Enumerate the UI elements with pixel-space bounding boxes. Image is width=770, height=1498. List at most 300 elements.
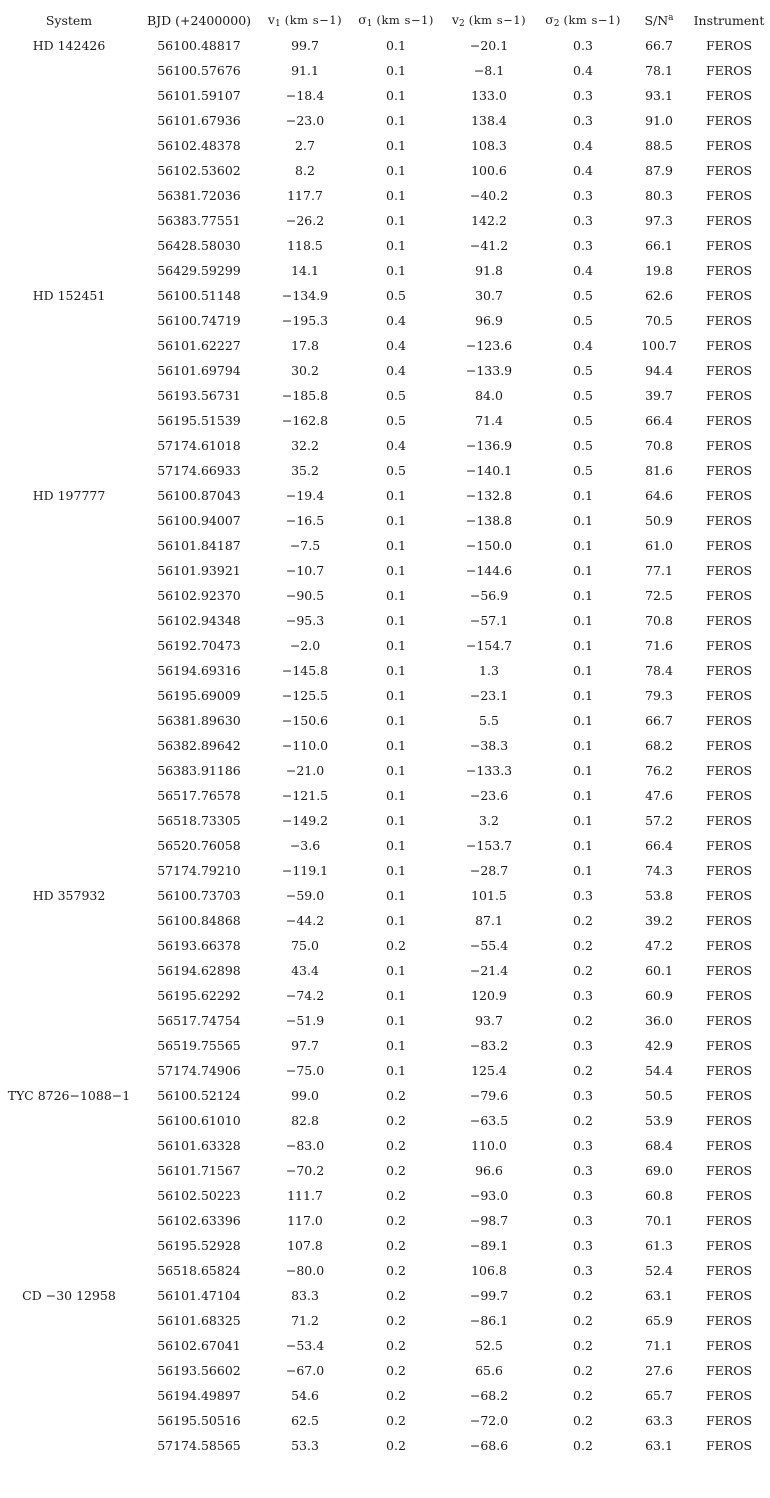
sigma2-cell: 0.1 (573, 663, 593, 678)
table-row (0, 358, 770, 383)
bjd-cell: 57174.74906 (157, 1063, 241, 1078)
sigma2-cell: 0.5 (573, 388, 593, 403)
sigma1-cell: 0.1 (386, 788, 406, 803)
sigma1-cell: 0.1 (386, 763, 406, 778)
sigma1-cell: 0.1 (386, 113, 406, 128)
system-cell (0, 433, 138, 458)
sigma1-cell: 0.1 (386, 163, 406, 178)
sigma1-cell: 0.2 (386, 1438, 406, 1453)
v1-cell: 43.4 (291, 963, 319, 978)
sigma2-cell: 0.1 (573, 863, 593, 878)
sigma1-cell: 0.1 (386, 638, 406, 653)
v1-cell: −145.8 (281, 663, 329, 678)
signal-to-noise-cell: 79.3 (645, 688, 673, 703)
system-cell (0, 1383, 138, 1408)
signal-to-noise-cell: 66.7 (645, 38, 673, 53)
table-row (0, 858, 770, 883)
system-cell: HD 197777 (32, 488, 106, 503)
system-cell (0, 1333, 138, 1358)
bjd-cell: 56101.93921 (157, 563, 241, 578)
v2-cell: −153.7 (465, 838, 513, 853)
table-row (0, 533, 770, 558)
bjd-cell: 56100.52124 (157, 1088, 241, 1103)
sigma2-cell: 0.1 (573, 763, 593, 778)
v1-cell: −150.6 (281, 713, 329, 728)
sigma2-cell: 0.3 (573, 1263, 593, 1278)
signal-to-noise-cell: 53.9 (645, 1113, 673, 1128)
system-cell (0, 183, 138, 208)
table-row (0, 1383, 770, 1408)
bjd-cell: 56429.59299 (157, 263, 241, 278)
signal-to-noise-cell: 54.4 (645, 1063, 673, 1078)
bjd-cell: 56101.67936 (157, 113, 241, 128)
instrument-cell: FEROS (705, 488, 753, 503)
signal-to-noise-cell: 76.2 (645, 763, 673, 778)
system-cell (0, 408, 138, 433)
bjd-cell: 56100.51148 (157, 288, 241, 303)
sigma1-cell: 0.1 (386, 988, 406, 1003)
bjd-cell: 56101.59107 (157, 88, 241, 103)
sigma2-cell: 0.2 (573, 1363, 593, 1378)
signal-to-noise-cell: 77.1 (645, 563, 673, 578)
sigma1-cell: 0.4 (386, 338, 406, 353)
v1-cell: −149.2 (281, 813, 329, 828)
v1-cell: −162.8 (281, 413, 329, 428)
system-cell (0, 58, 138, 83)
instrument-cell: FEROS (705, 1013, 753, 1028)
system-cell (0, 83, 138, 108)
signal-to-noise-cell: 27.6 (645, 1363, 673, 1378)
v1-cell: −3.6 (289, 838, 321, 853)
system-cell (0, 958, 138, 983)
bjd-cell: 56428.58030 (157, 238, 241, 253)
system-cell: TYC 8726−1088−1 (7, 1088, 131, 1103)
sigma1-cell: 0.5 (386, 388, 406, 403)
instrument-cell: FEROS (705, 563, 753, 578)
v1-cell: −18.4 (285, 88, 325, 103)
sigma2-cell: 0.3 (573, 38, 593, 53)
sigma1-cell: 0.1 (386, 1038, 406, 1053)
table-row (0, 808, 770, 833)
sigma1-cell: 0.1 (386, 38, 406, 53)
v2-cell: 138.4 (471, 113, 507, 128)
v2-cell: 106.8 (471, 1263, 507, 1278)
signal-to-noise-cell: 61.0 (645, 538, 673, 553)
v1-cell: −95.3 (285, 613, 325, 628)
instrument-cell: FEROS (705, 313, 753, 328)
sigma1-cell: 0.1 (386, 263, 406, 278)
bjd-cell: 56381.89630 (157, 713, 241, 728)
sigma2-cell: 0.3 (573, 1038, 593, 1053)
table-row (0, 908, 770, 933)
v1-cell: −53.4 (285, 1338, 325, 1353)
sigma1-cell: 0.1 (386, 963, 406, 978)
system-cell (0, 108, 138, 133)
instrument-cell: FEROS (705, 413, 753, 428)
system-cell (0, 1058, 138, 1083)
system-cell (0, 1258, 138, 1283)
instrument-cell: FEROS (705, 1238, 753, 1253)
sigma2-cell: 0.3 (573, 213, 593, 228)
header-signal-to-noise: $S/N^a$ (644, 12, 674, 28)
system-cell (0, 1208, 138, 1233)
signal-to-noise-cell: 78.1 (645, 63, 673, 78)
bjd-cell: 57174.61018 (157, 438, 241, 453)
v2-cell: −140.1 (465, 463, 513, 478)
system-cell (0, 1008, 138, 1033)
sigma1-cell: 0.5 (386, 463, 406, 478)
instrument-cell: FEROS (705, 1138, 753, 1153)
signal-to-noise-cell: 93.1 (645, 88, 673, 103)
signal-to-noise-cell: 39.2 (645, 913, 673, 928)
signal-to-noise-cell: 70.8 (645, 438, 673, 453)
header-system: System (45, 12, 93, 28)
v2-cell: −93.0 (469, 1188, 509, 1203)
bjd-cell: 56101.68325 (157, 1313, 241, 1328)
table-row (0, 408, 770, 433)
bjd-cell: 56382.89642 (157, 738, 241, 753)
sigma1-cell: 0.1 (386, 688, 406, 703)
table-row (0, 258, 770, 283)
table-row (0, 958, 770, 983)
bjd-cell: 56102.50223 (157, 1188, 241, 1203)
v1-cell: −125.5 (281, 688, 329, 703)
instrument-cell: FEROS (705, 588, 753, 603)
instrument-cell: FEROS (705, 1288, 753, 1303)
system-cell (0, 1183, 138, 1208)
system-cell (0, 258, 138, 283)
v2-cell: 100.6 (471, 163, 507, 178)
sigma2-cell: 0.3 (573, 113, 593, 128)
sigma1-cell: 0.1 (386, 488, 406, 503)
system-cell: CD −30 12958 (22, 1288, 116, 1303)
instrument-cell: FEROS (705, 1338, 753, 1353)
system-cell (0, 558, 138, 583)
sigma2-cell: 0.1 (573, 688, 593, 703)
instrument-cell: FEROS (705, 863, 753, 878)
v2-cell: −8.1 (473, 63, 505, 78)
bjd-cell: 56193.56602 (157, 1363, 241, 1378)
table-row (0, 583, 770, 608)
instrument-cell: FEROS (705, 288, 753, 303)
sigma2-cell: 0.2 (573, 1338, 593, 1353)
system-cell: HD 357932 (32, 888, 106, 903)
instrument-cell: FEROS (705, 363, 753, 378)
instrument-cell: FEROS (705, 788, 753, 803)
instrument-cell: FEROS (705, 1413, 753, 1428)
system-cell (0, 333, 138, 358)
sigma1-cell: 0.2 (386, 1313, 406, 1328)
table-row (0, 1333, 770, 1358)
signal-to-noise-cell: 63.1 (645, 1438, 673, 1453)
instrument-cell: FEROS (705, 538, 753, 553)
sigma1-cell: 0.2 (386, 1163, 406, 1178)
instrument-cell: FEROS (705, 713, 753, 728)
system-cell (0, 908, 138, 933)
sigma2-cell: 0.5 (573, 413, 593, 428)
instrument-cell: FEROS (705, 88, 753, 103)
table-row (0, 433, 770, 458)
bjd-cell: 56194.62898 (157, 963, 241, 978)
instrument-cell: FEROS (705, 1388, 753, 1403)
v2-cell: 52.5 (475, 1338, 503, 1353)
instrument-cell: FEROS (705, 438, 753, 453)
table-row (0, 508, 770, 533)
system-cell (0, 1033, 138, 1058)
bjd-cell: 56102.53602 (157, 163, 241, 178)
sigma1-cell: 0.2 (386, 1188, 406, 1203)
v1-cell: 91.1 (291, 63, 319, 78)
bjd-cell: 56193.56731 (157, 388, 241, 403)
sigma2-cell: 0.3 (573, 1213, 593, 1228)
header-v1: $v_1$ (km s−1) (267, 11, 343, 29)
table-row (0, 983, 770, 1008)
bjd-cell: 56100.74719 (157, 313, 241, 328)
system-cell (0, 608, 138, 633)
sigma2-cell: 0.2 (573, 1013, 593, 1028)
signal-to-noise-cell: 50.5 (645, 1088, 673, 1103)
v2-cell: −83.2 (469, 1038, 509, 1053)
v1-cell: −185.8 (281, 388, 329, 403)
sigma1-cell: 0.5 (386, 288, 406, 303)
system-cell (0, 158, 138, 183)
signal-to-noise-cell: 97.3 (645, 213, 673, 228)
signal-to-noise-cell: 47.2 (645, 938, 673, 953)
system-cell (0, 1433, 138, 1458)
v2-cell: 87.1 (475, 913, 503, 928)
bjd-cell: 56102.94348 (157, 613, 241, 628)
v2-cell: 108.3 (471, 138, 507, 153)
sigma1-cell: 0.2 (386, 1413, 406, 1428)
sigma1-cell: 0.2 (386, 1288, 406, 1303)
instrument-cell: FEROS (705, 188, 753, 203)
v1-cell: 2.7 (295, 138, 315, 153)
table-row (0, 1308, 770, 1333)
v1-cell: 8.2 (295, 163, 315, 178)
radial-velocity-table (0, 7, 770, 1458)
bjd-cell: 56100.57676 (157, 63, 241, 78)
signal-to-noise-cell: 81.6 (645, 463, 673, 478)
v1-cell: 111.7 (287, 1188, 323, 1203)
table-row (0, 1033, 770, 1058)
header-instrument: Instrument (693, 12, 765, 28)
sigma2-cell: 0.5 (573, 363, 593, 378)
signal-to-noise-cell: 42.9 (645, 1038, 673, 1053)
signal-to-noise-cell: 72.5 (645, 588, 673, 603)
v2-cell: −38.3 (469, 738, 509, 753)
v1-cell: −134.9 (281, 288, 329, 303)
signal-to-noise-cell: 70.1 (645, 1213, 673, 1228)
signal-to-noise-cell: 68.2 (645, 738, 673, 753)
instrument-cell: FEROS (705, 1313, 753, 1328)
bjd-cell: 56100.73703 (157, 888, 241, 903)
bjd-cell: 56195.62292 (157, 988, 241, 1003)
bjd-cell: 57174.79210 (157, 863, 241, 878)
signal-to-noise-cell: 61.3 (645, 1238, 673, 1253)
table-row (0, 1158, 770, 1183)
signal-to-noise-cell: 78.4 (645, 663, 673, 678)
bjd-cell: 56194.69316 (157, 663, 241, 678)
sigma1-cell: 0.1 (386, 1063, 406, 1078)
v2-cell: 101.5 (471, 888, 507, 903)
v2-cell: −154.7 (465, 638, 513, 653)
signal-to-noise-cell: 94.4 (645, 363, 673, 378)
bjd-cell: 56102.63396 (157, 1213, 241, 1228)
v2-cell: 3.2 (479, 813, 499, 828)
signal-to-noise-cell: 71.1 (645, 1338, 673, 1353)
sigma1-cell: 0.2 (386, 1363, 406, 1378)
v2-cell: 84.0 (475, 388, 503, 403)
sigma1-cell: 0.4 (386, 313, 406, 328)
sigma1-cell: 0.4 (386, 363, 406, 378)
bjd-cell: 56195.69009 (157, 688, 241, 703)
signal-to-noise-cell: 39.7 (645, 388, 673, 403)
v1-cell: 99.0 (291, 1088, 319, 1103)
v2-cell: 5.5 (479, 713, 499, 728)
signal-to-noise-cell: 64.6 (645, 488, 673, 503)
table-row (0, 683, 770, 708)
sigma1-cell: 0.2 (386, 1238, 406, 1253)
sigma2-cell: 0.1 (573, 538, 593, 553)
signal-to-noise-cell: 68.4 (645, 1138, 673, 1153)
sigma1-cell: 0.5 (386, 413, 406, 428)
sigma1-cell: 0.1 (386, 138, 406, 153)
signal-to-noise-cell: 66.1 (645, 238, 673, 253)
system-cell (0, 633, 138, 658)
v2-cell: 125.4 (471, 1063, 507, 1078)
table-row (0, 383, 770, 408)
signal-to-noise-cell: 66.4 (645, 413, 673, 428)
bjd-cell: 56101.84187 (157, 538, 241, 553)
signal-to-noise-cell: 62.6 (645, 288, 673, 303)
signal-to-noise-cell: 70.5 (645, 313, 673, 328)
signal-to-noise-cell: 71.6 (645, 638, 673, 653)
sigma1-cell: 0.1 (386, 838, 406, 853)
v1-cell: −51.9 (285, 1013, 325, 1028)
header-bjd: BJD (+2400000) (146, 12, 252, 28)
v1-cell: −21.0 (285, 763, 325, 778)
sigma2-cell: 0.2 (573, 963, 593, 978)
v1-cell: −80.0 (285, 1263, 325, 1278)
sigma2-cell: 0.3 (573, 188, 593, 203)
signal-to-noise-cell: 87.9 (645, 163, 673, 178)
sigma1-cell: 0.2 (386, 1263, 406, 1278)
sigma2-cell: 0.4 (573, 163, 593, 178)
sigma2-cell: 0.4 (573, 338, 593, 353)
system-cell (0, 733, 138, 758)
system-cell (0, 658, 138, 683)
bjd-cell: 56102.92370 (157, 588, 241, 603)
instrument-cell: FEROS (705, 1063, 753, 1078)
sigma2-cell: 0.3 (573, 1188, 593, 1203)
sigma2-cell: 0.2 (573, 1388, 593, 1403)
v2-cell: −72.0 (469, 1413, 509, 1428)
system-cell (0, 933, 138, 958)
system-cell (0, 1233, 138, 1258)
instrument-cell: FEROS (705, 913, 753, 928)
instrument-cell: FEROS (705, 113, 753, 128)
sigma2-cell: 0.2 (573, 1113, 593, 1128)
v1-cell: −195.3 (281, 313, 329, 328)
instrument-cell: FEROS (705, 1438, 753, 1453)
signal-to-noise-cell: 88.5 (645, 138, 673, 153)
instrument-cell: FEROS (705, 938, 753, 953)
v2-cell: −57.1 (469, 613, 509, 628)
table-row (0, 458, 770, 483)
sigma2-cell: 0.2 (573, 913, 593, 928)
v2-cell: −89.1 (469, 1238, 509, 1253)
signal-to-noise-cell: 91.0 (645, 113, 673, 128)
signal-to-noise-cell: 60.8 (645, 1188, 673, 1203)
table-row (0, 58, 770, 83)
instrument-cell: FEROS (705, 763, 753, 778)
v2-cell: −136.9 (465, 438, 513, 453)
table-row (0, 1258, 770, 1283)
signal-to-noise-cell: 65.9 (645, 1313, 673, 1328)
sigma1-cell: 0.1 (386, 863, 406, 878)
v1-cell: 82.8 (291, 1113, 319, 1128)
instrument-cell: FEROS (705, 838, 753, 853)
v2-cell: 110.0 (471, 1138, 507, 1153)
v1-cell: 107.8 (287, 1238, 323, 1253)
system-cell (0, 133, 138, 158)
sigma2-cell: 0.2 (573, 1313, 593, 1328)
v2-cell: 120.9 (471, 988, 507, 1003)
sigma1-cell: 0.2 (386, 1338, 406, 1353)
system-cell (0, 583, 138, 608)
table-body (0, 33, 770, 1458)
system-cell (0, 533, 138, 558)
v1-cell: −7.5 (289, 538, 321, 553)
sigma2-cell: 0.3 (573, 1088, 593, 1103)
signal-to-noise-cell: 63.1 (645, 1288, 673, 1303)
v1-cell: 117.7 (287, 188, 323, 203)
table-row (0, 333, 770, 358)
table-row (0, 33, 770, 58)
bjd-cell: 56517.74754 (157, 1013, 241, 1028)
bjd-cell: 57174.58565 (157, 1438, 241, 1453)
table-row (0, 558, 770, 583)
signal-to-noise-cell: 80.3 (645, 188, 673, 203)
table-row (0, 1283, 770, 1308)
v1-cell: 118.5 (287, 238, 323, 253)
v2-cell: 71.4 (475, 413, 503, 428)
table-row (0, 308, 770, 333)
system-cell (0, 458, 138, 483)
bjd-cell: 56517.76578 (157, 788, 241, 803)
sigma1-cell: 0.1 (386, 913, 406, 928)
bjd-cell: 56194.49897 (157, 1388, 241, 1403)
v1-cell: 32.2 (291, 438, 319, 453)
system-cell (0, 233, 138, 258)
v1-cell: −10.7 (285, 563, 325, 578)
sigma1-cell: 0.1 (386, 513, 406, 528)
v2-cell: 65.6 (475, 1363, 503, 1378)
v1-cell: 54.6 (291, 1388, 319, 1403)
sigma2-cell: 0.4 (573, 263, 593, 278)
instrument-cell: FEROS (705, 213, 753, 228)
v1-cell: 71.2 (291, 1313, 319, 1328)
instrument-cell: FEROS (705, 338, 753, 353)
table-row (0, 1008, 770, 1033)
bjd-cell: 56195.52928 (157, 1238, 241, 1253)
instrument-cell: FEROS (705, 1163, 753, 1178)
v1-cell: 35.2 (291, 463, 319, 478)
instrument-cell: FEROS (705, 1213, 753, 1228)
bjd-cell: 56518.73305 (157, 813, 241, 828)
v2-cell: 93.7 (475, 1013, 503, 1028)
sigma1-cell: 0.1 (386, 213, 406, 228)
